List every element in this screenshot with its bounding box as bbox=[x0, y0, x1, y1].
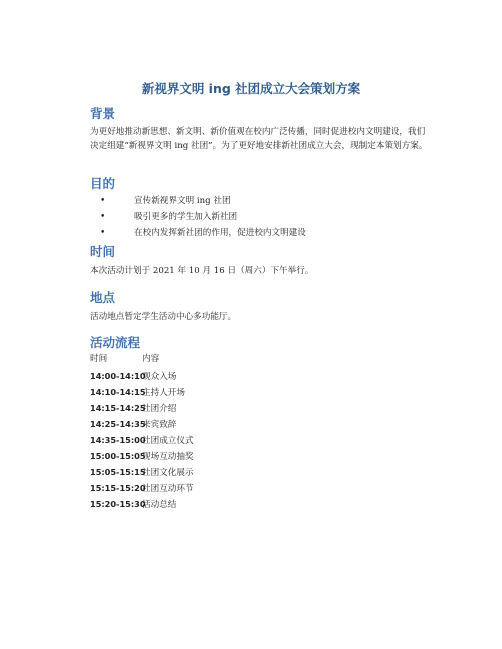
bullet-icon: • bbox=[100, 228, 106, 238]
heading-schedule: 活动流程 bbox=[90, 335, 141, 350]
schedule-list bbox=[90, 368, 194, 512]
heading-background: 背景 bbox=[90, 106, 116, 121]
bullet-icon: • bbox=[100, 196, 106, 206]
schedule-row: 15:15-15:20社团互动环节 bbox=[90, 483, 194, 494]
schedule-col-time: 时间 bbox=[90, 354, 108, 364]
paragraph-time: 本次活动计划于 2021 年 10 月 16 日（周六）下午举行。 bbox=[90, 266, 314, 276]
schedule-row: 14:25-14:35来宾致辞 bbox=[90, 419, 177, 430]
list-item: • 宣传新视界文明 ing 社团 bbox=[100, 193, 306, 209]
heading-purpose: 目的 bbox=[90, 176, 116, 191]
bullet-icon: • bbox=[100, 212, 106, 222]
heading-time: 时间 bbox=[90, 244, 116, 259]
list-item: • 吸引更多的学生加入新社团 bbox=[100, 209, 306, 225]
schedule-row: 15:20-15:30活动总结 bbox=[90, 499, 177, 510]
schedule-row: 15:00-15:05现场互动抽奖 bbox=[90, 451, 194, 462]
schedule-row: 15:05-15:15社团文化展示 bbox=[90, 467, 194, 478]
schedule-row: 14:35-15:00社团成立仪式 bbox=[90, 435, 194, 446]
schedule-row: 14:15-14:25社团介绍 bbox=[90, 403, 177, 414]
list-item: • 在校内发挥新社团的作用，促进校内文明建设 bbox=[100, 225, 306, 241]
schedule-header bbox=[90, 352, 159, 364]
heading-place: 地点 bbox=[90, 290, 116, 305]
purpose-list bbox=[100, 193, 306, 241]
schedule-row: 14:10-14:15主持人开场 bbox=[90, 387, 185, 398]
schedule-col-content: 内容 bbox=[142, 354, 160, 364]
document-title: 新视界文明 ing 社团成立大会策划方案 bbox=[141, 81, 361, 96]
schedule-row: 14:00-14:10观众入场 bbox=[90, 371, 177, 382]
paragraph-place: 活动地点暂定学生活动中心多功能厅。 bbox=[90, 312, 237, 322]
paragraph-background: 为更好地推动新思想、新文明、新价值观在校内广泛传播，同时促进校内文明建设，我们决定组建“新视界文明 ing 社团”。为了更好地安排新社团成立大会，现制定本策划方案。 bbox=[90, 127, 428, 151]
